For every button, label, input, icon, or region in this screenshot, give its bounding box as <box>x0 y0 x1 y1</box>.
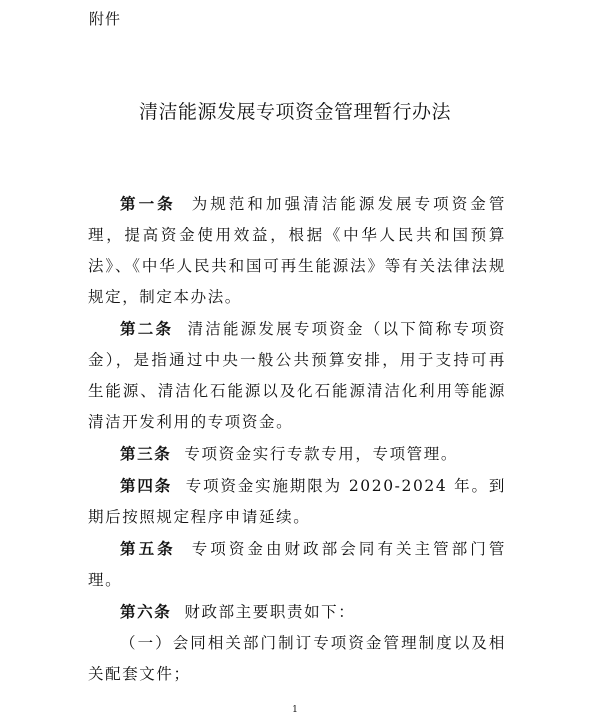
article-label: 第六条 <box>120 602 172 621</box>
article-4 <box>88 470 506 533</box>
document-body <box>88 188 506 690</box>
article-text: 为规范和加强清洁能源发展专项资金管理，提高资金使用效益，根据《中华人民共和国预算法》、《中华人民共和国可再生能源法》等有关法律法规规定，制定本办法。 <box>88 195 506 306</box>
article-label: 第三条 <box>120 444 172 463</box>
article-5 <box>88 533 506 596</box>
article-text: 财政部主要职责如下： <box>184 603 356 621</box>
article-6 <box>88 596 506 628</box>
article-text: 专项资金实行专款专用，专项管理。 <box>184 445 458 463</box>
article-3 <box>88 438 506 470</box>
article-text: 清洁能源发展专项资金（以下简称专项资金），是指通过中央一般公共预算安排，用于支持可再生能源、清洁化石能源以及化石能源清洁化利用等能源清洁开发利用的专项资金。 <box>88 320 506 431</box>
article-text: 专项资金由财政部会同有关主管部门管理。 <box>88 540 506 589</box>
article-label: 第二条 <box>120 319 174 338</box>
article-text: 专项资金实施期限为 2020-2024 年。到期后按照规定程序申请延续。 <box>88 477 506 526</box>
article-label: 第四条 <box>120 476 173 495</box>
article-label: 第一条 <box>120 194 176 213</box>
page-number: 1 <box>292 705 298 715</box>
article-label: 第五条 <box>120 539 176 558</box>
document-title: 清洁能源发展专项资金管理暂行办法 <box>138 101 451 123</box>
attachment-label: 附件 <box>89 10 122 28</box>
list-item: （一）会同相关部门制订专项资金管理制度以及相关配套文件； <box>88 634 506 683</box>
article-2 <box>88 313 506 438</box>
article-1 <box>88 188 506 313</box>
